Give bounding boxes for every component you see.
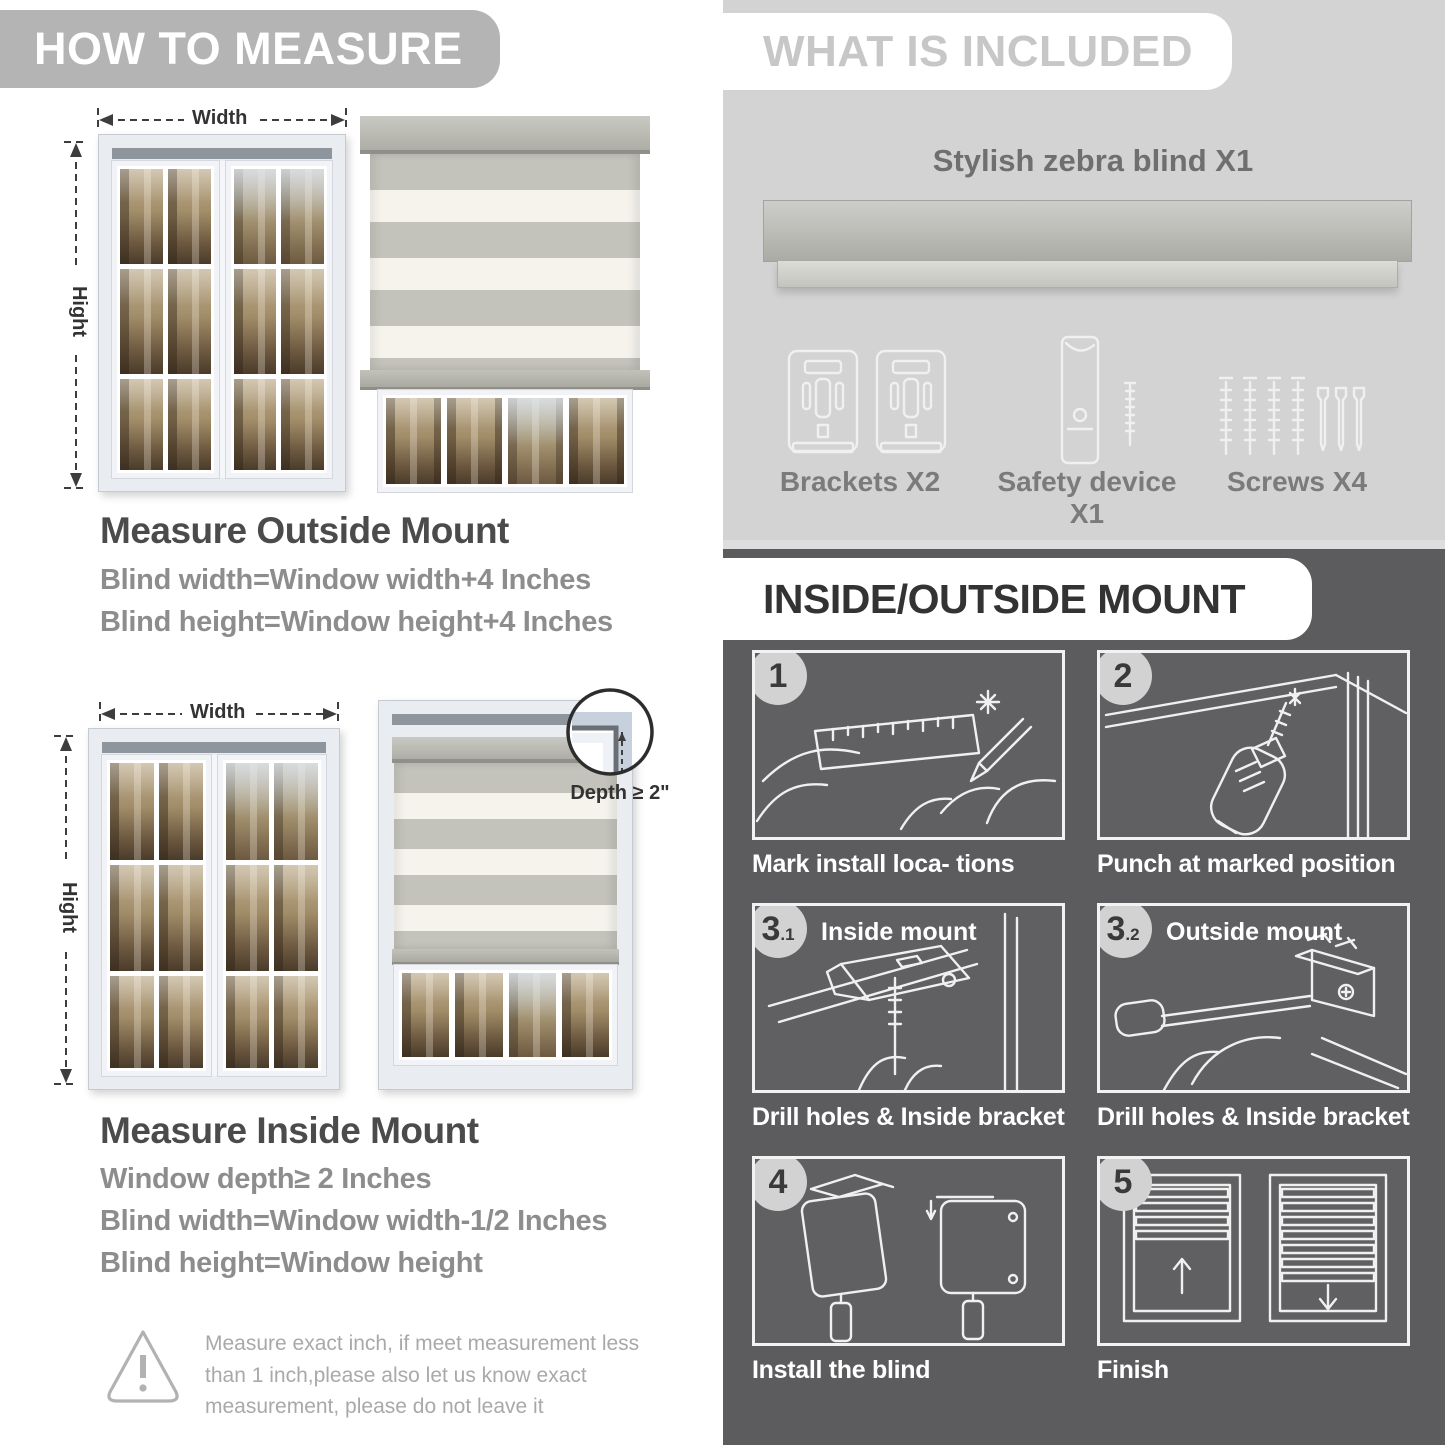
outside-mount-heading: Measure Outside Mount	[100, 510, 509, 551]
step-number-badge: 1	[752, 650, 807, 705]
step-3-2-panel	[1097, 903, 1410, 1093]
width-dimension-inside	[98, 700, 340, 728]
window-door-left	[102, 755, 211, 1076]
step-number-badge: 3 .1	[752, 903, 807, 958]
step-number-badge: 2	[1097, 650, 1152, 705]
step-2	[1097, 650, 1410, 879]
window-inside-mount	[88, 728, 340, 1090]
height-label: Hight	[58, 881, 81, 934]
mount-title: INSIDE/OUTSIDE MOUNT	[763, 575, 1246, 622]
safety-device-image	[1048, 333, 1158, 469]
blind-bottom-rail	[360, 370, 650, 390]
step-1-panel	[752, 650, 1065, 840]
step-3-1-caption: Drill holes & Inside bracket	[752, 1103, 1065, 1131]
step-number-badge: 5	[1097, 1156, 1152, 1211]
outside-formula-width: Blind width=Window width+4 Inches	[100, 564, 591, 596]
step-3-1-panel	[752, 903, 1065, 1093]
depth-label: Depth ≥ 2"	[570, 782, 670, 804]
depth-detail-circle	[564, 686, 656, 778]
blind-fabric	[370, 154, 640, 370]
inside-mount-heading: Measure Inside Mount	[100, 1110, 479, 1151]
step-2-caption: Punch at marked position	[1097, 850, 1396, 878]
height-dimension-outside	[62, 140, 90, 490]
step-3-1-title: Inside mount	[821, 918, 977, 946]
step-4-panel	[752, 1156, 1065, 1346]
what-is-included-title: WHAT IS INCLUDED	[763, 26, 1194, 76]
step-5-caption: Finish	[1097, 1356, 1169, 1384]
mount-header	[723, 558, 1312, 640]
step-3-2	[1097, 903, 1410, 1132]
width-label: Width	[190, 701, 246, 723]
step-3-2-caption: Drill holes & Inside bracket	[1097, 1103, 1410, 1131]
step-3-2-title: Outside mount	[1166, 918, 1343, 946]
how-to-measure-header	[0, 10, 500, 88]
measure-warning-text: Measure exact inch, if meet measurement less than 1 inch,please also let us know exact measurement, please do not leave it	[205, 1332, 640, 1418]
step-number-badge: 3 .2	[1097, 903, 1152, 958]
window-under-blind	[394, 965, 617, 1065]
blind-outside-mount	[360, 116, 650, 492]
step-1-caption: Mark install loca- tions	[752, 850, 1015, 878]
window-lintel	[102, 742, 326, 753]
width-dimension-outside	[96, 106, 348, 134]
screws-image	[1216, 368, 1372, 464]
brackets-image	[783, 343, 951, 463]
step-1	[752, 650, 1065, 879]
section-divider	[723, 540, 1445, 549]
what-is-included-header	[723, 13, 1232, 90]
step-4	[752, 1156, 1065, 1385]
step-5	[1097, 1156, 1410, 1385]
how-to-measure-title: HOW TO MEASURE	[34, 23, 463, 74]
window-under-blind	[378, 390, 632, 492]
inside-formula-height: Blind height=Window height	[100, 1247, 483, 1279]
width-label: Width	[192, 107, 248, 129]
step-2-panel	[1097, 650, 1410, 840]
window-door-right	[218, 755, 327, 1076]
step-number-badge: 4	[752, 1156, 807, 1211]
brackets-label: Brackets X2	[779, 466, 941, 497]
height-dimension-inside	[52, 734, 80, 1086]
window-outside-mount	[98, 134, 346, 492]
window-door-right	[226, 161, 333, 478]
warning-triangle-icon	[100, 1322, 186, 1410]
inside-blind-bottom-rail	[392, 949, 619, 965]
step-4-caption: Install the blind	[752, 1356, 931, 1384]
height-label: Hight	[68, 285, 91, 338]
safety-device-label: Safety device X1	[997, 466, 1177, 529]
outside-formula-height: Blind height=Window height+4 Inches	[100, 606, 613, 638]
step-5-panel	[1097, 1156, 1410, 1346]
inside-formula-depth: Window depth≥ 2 Inches	[100, 1163, 432, 1195]
screws-label: Screws X4	[1226, 466, 1368, 497]
zebra-blind-headrail-image	[763, 200, 1412, 262]
step-3-1	[752, 903, 1065, 1132]
inside-formula-width: Blind width=Window width-1/2 Inches	[100, 1205, 608, 1237]
window-door-left	[112, 161, 219, 478]
zebra-blind-label: Stylish zebra blind X1	[932, 143, 1254, 178]
window-lintel	[112, 148, 332, 159]
blind-headrail	[360, 116, 650, 154]
zebra-blind-headrail-lip	[777, 261, 1398, 288]
